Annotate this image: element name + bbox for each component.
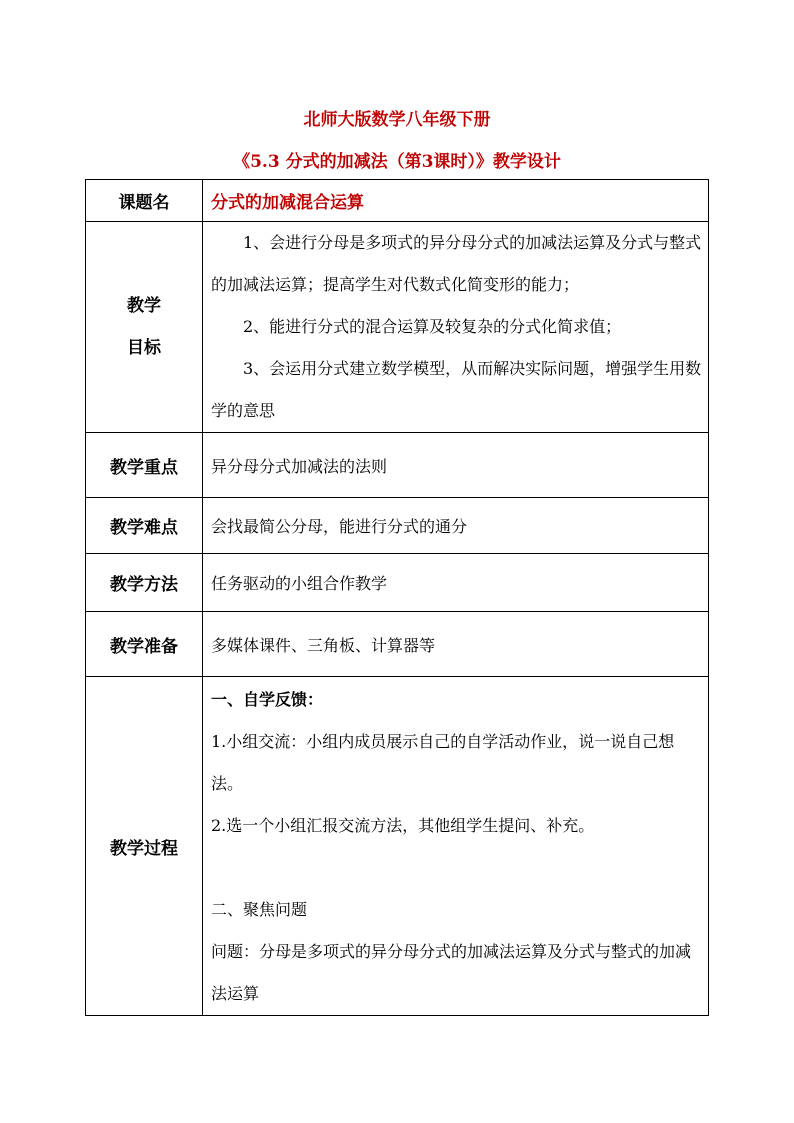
method-label: 教学方法 xyxy=(86,554,203,612)
process-section1-item-2: 2.选一个小组汇报交流方法，其他组学生提问、补充。 xyxy=(211,816,595,835)
row-method xyxy=(86,554,709,612)
row-preparation xyxy=(86,612,709,677)
key-points-value: 异分母分式加减法的法则 xyxy=(203,433,709,498)
difficulties-label: 教学难点 xyxy=(86,498,203,554)
goal-item-1: 1、会进行分母是多项式的异分母分式的加减法运算及分式与整式的加减法运算；提高学生对代数式化简变形的能力； xyxy=(211,233,702,294)
goals-label-line2: 目标 xyxy=(127,338,161,358)
document-title: 北师大版数学八年级下册 xyxy=(303,110,491,130)
goals-content xyxy=(203,222,709,433)
preparation-label: 教学准备 xyxy=(86,612,203,677)
goals-label xyxy=(86,222,203,433)
method-value: 任务驱动的小组合作教学 xyxy=(203,554,709,612)
document-subtitle: 《5.3 分式的加减法（第3课时）》教学设计 xyxy=(233,152,561,172)
row-goals xyxy=(86,222,709,433)
process-section2-heading: 二、聚焦问题 xyxy=(211,900,308,919)
preparation-value: 多媒体课件、三角板、计算器等 xyxy=(203,612,709,677)
lesson-plan-table xyxy=(85,179,709,1016)
goal-item-3: 3、会运用分式建立数学模型，从而解决实际问题，增强学生用数学的意思 xyxy=(211,359,702,420)
process-spacer xyxy=(211,847,702,889)
row-process xyxy=(86,677,709,1016)
process-section2-text: 问题：分母是多项式的异分母分式的加减法运算及分式与整式的加减法运算 xyxy=(211,942,692,1003)
goals-label-line1: 教学 xyxy=(127,296,161,316)
topic-value: 分式的加减混合运算 xyxy=(203,180,709,222)
topic-label: 课题名 xyxy=(86,180,203,222)
process-content xyxy=(203,677,709,1016)
key-points-label: 教学重点 xyxy=(86,433,203,498)
process-section1-item-1: 1.小组交流：小组内成员展示自己的自学活动作业，说一说自己想法。 xyxy=(211,732,675,793)
row-difficulties xyxy=(86,498,709,554)
process-label: 教学过程 xyxy=(86,677,203,1016)
difficulties-value: 会找最简公分母，能进行分式的通分 xyxy=(203,498,709,554)
row-key-points xyxy=(86,433,709,498)
goal-item-2: 2、能进行分式的混合运算及较复杂的分式化简求值； xyxy=(243,317,622,336)
row-topic xyxy=(86,180,709,222)
process-section1-heading: 一、自学反馈： xyxy=(211,690,324,709)
